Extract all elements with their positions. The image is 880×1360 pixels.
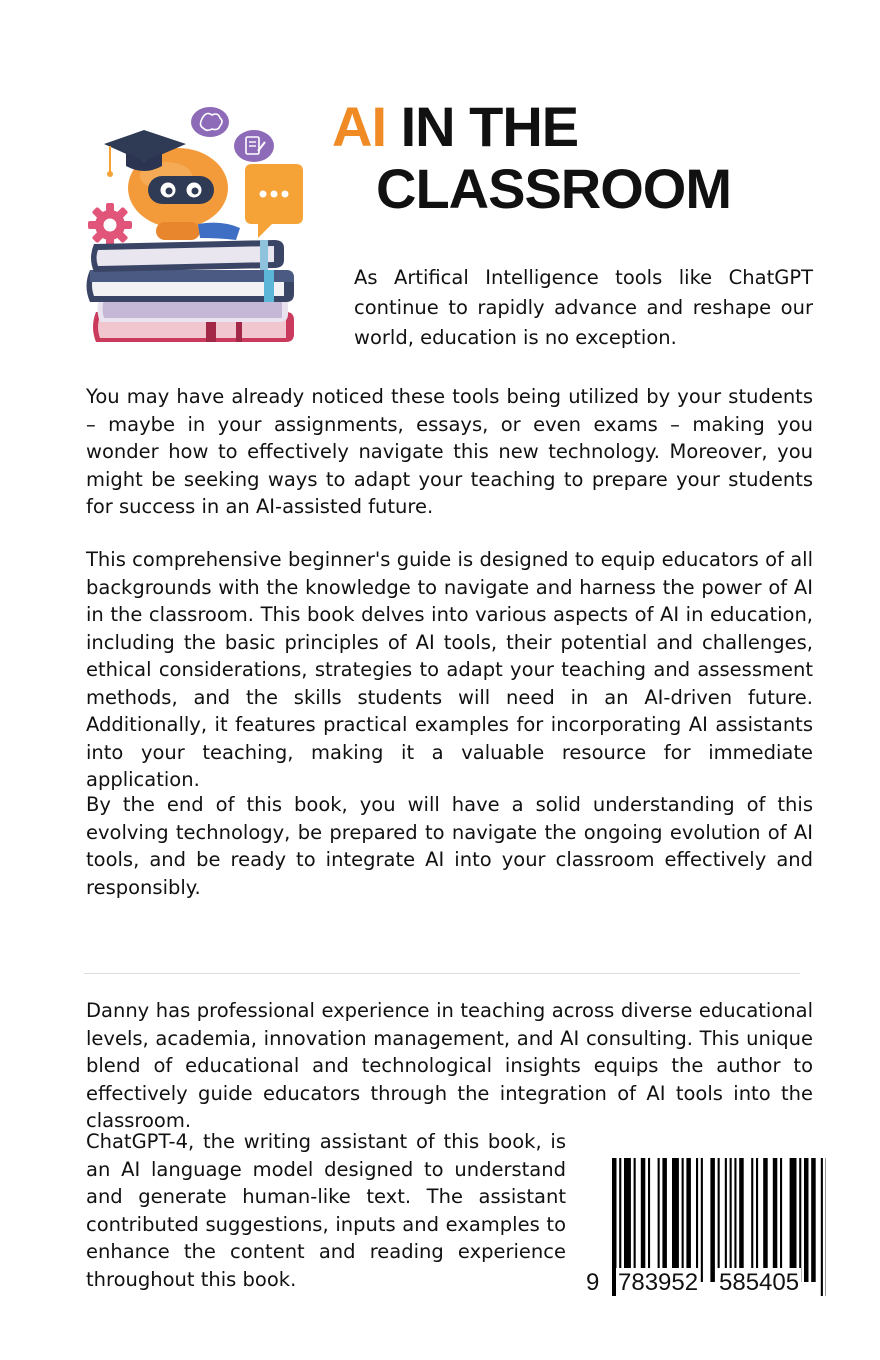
books-icon xyxy=(87,240,295,342)
barcode-bar xyxy=(780,1158,782,1282)
barcode-bar xyxy=(763,1158,768,1282)
isbn-left-group: 783952 xyxy=(618,1269,699,1296)
barcode-bar xyxy=(811,1158,816,1282)
barcode-bar xyxy=(672,1158,679,1282)
document-icon xyxy=(234,130,274,162)
title-line-2: CLASSROOM xyxy=(376,157,731,220)
blurb-paragraph-3: By the end of this book, you will have a solid understanding of this evolving technology, be prepared to navigate the ongoing evolution of AI tools, and be ready to integrate AI into your classroom effectively and responsibly. xyxy=(86,793,813,899)
title-line-1-rest: IN THE xyxy=(400,95,579,158)
barcode-bar xyxy=(624,1158,631,1282)
barcode-bar xyxy=(730,1158,732,1282)
barcode-bar xyxy=(648,1158,650,1282)
barcode-bar xyxy=(682,1158,684,1282)
author-bio: Danny has professional experience in teaching across diverse educational levels, academia, innovation management, and AI consulting. This unique blend of educational and technological insights equips the author to effectively guide educators through the integration of AI tools into the classroom. xyxy=(86,999,813,1132)
barcode-bar xyxy=(756,1158,758,1282)
barcode-bar xyxy=(734,1158,736,1282)
barcode-bar xyxy=(634,1158,636,1282)
title-line-1 xyxy=(332,96,752,158)
blurb-paragraph-1: You may have already noticed these tools being utilized by your students – maybe in your assignments, essays, or even exams – making you wonder how to effectively navigate this new technology. Moreover, you might be seeking ways to adapt your teaching to prepare your students for success in an AI-assisted future. xyxy=(86,385,813,518)
isbn-prefix-digit: 9 xyxy=(586,1269,600,1296)
barcode-bar xyxy=(696,1158,698,1282)
barcode-bar xyxy=(686,1158,691,1282)
barcode-bar xyxy=(751,1158,753,1282)
barcode-bar xyxy=(710,1158,715,1282)
title-accent: AI xyxy=(332,95,386,158)
barcode-bar xyxy=(641,1158,646,1282)
blurb-paragraph-2: This comprehensive beginner's guide is designed to equip educators of all backgrounds with the knowledge to navigate and harness the power of AI in the classroom. This book delves into various aspects of AI in education, including the basic principles of AI tools, their potential and challenges, ethical considerations, strategies to adapt your teaching and assessment methods, and the skills students will need in an AI-driven future. Additionally, it features practical examples for incorporating AI assistants into your teaching, making it a valuable resource for immediate application. xyxy=(86,548,813,791)
intro-paragraph: As Artifical Intelligence tools like ChatGPT continue to rapidly advance and reshape our world, education is no exception. xyxy=(354,266,813,349)
barcode-bar xyxy=(804,1158,809,1282)
assistant-note: ChatGPT-4, the writing assistant of this book, is an AI language model designed to understand and generate human-like text. The assistant contributed suggestions, inputs and examples to enhance the content and reading experience throughout this book. xyxy=(86,1130,566,1291)
isbn-right-group: 585405 xyxy=(719,1269,800,1296)
barcode-bar xyxy=(799,1158,801,1282)
book-title xyxy=(332,96,752,220)
ai-books-illustration xyxy=(86,104,310,350)
barcode-bar xyxy=(662,1158,667,1282)
barcode-bar xyxy=(773,1158,778,1282)
isbn-number xyxy=(586,1268,826,1298)
gear-icon xyxy=(88,203,132,247)
barcode-bar xyxy=(790,1158,797,1282)
barcode-bar xyxy=(739,1158,744,1282)
chat-bubble-icon xyxy=(245,164,303,238)
brain-icon xyxy=(191,107,229,137)
barcode-bar xyxy=(658,1158,660,1282)
divider xyxy=(84,973,800,974)
barcode-bar xyxy=(701,1158,703,1282)
